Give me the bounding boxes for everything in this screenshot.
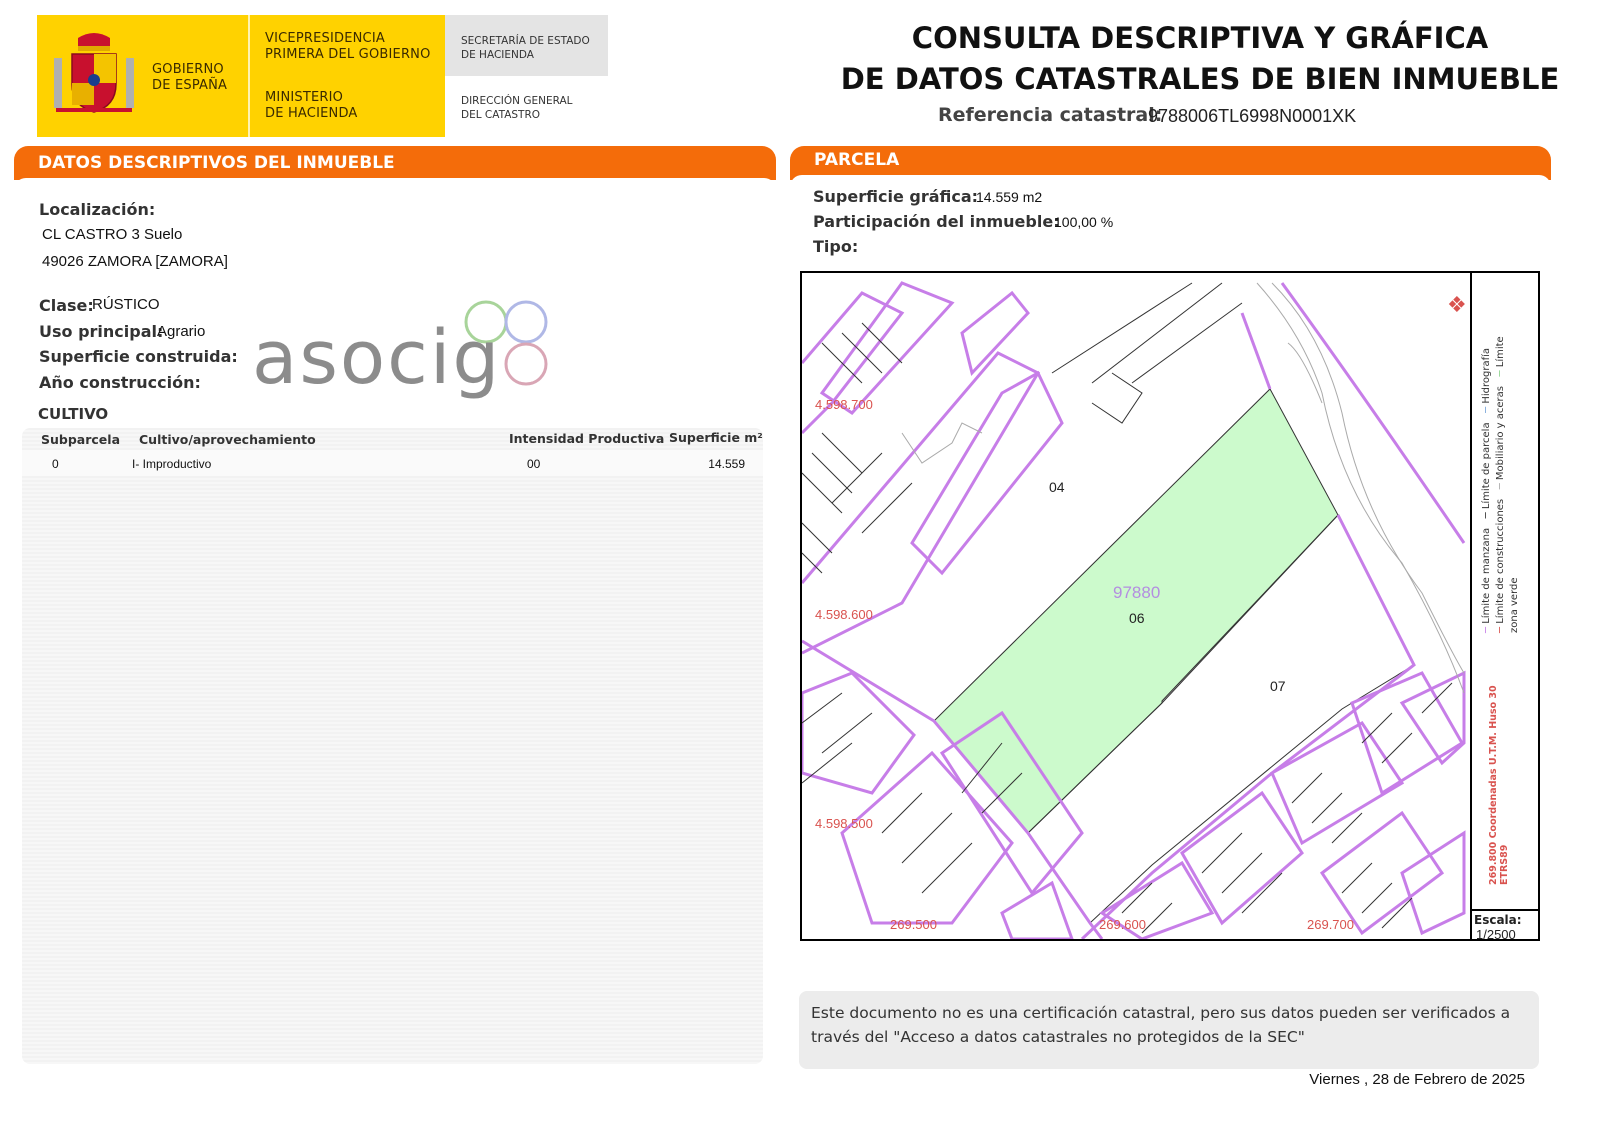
- parcela-header-cap: [790, 175, 1551, 187]
- participacion-label: Participación del inmueble:: [813, 212, 1060, 231]
- ministerio-text: [265, 90, 358, 122]
- superficie-construida-label: Superficie construida:: [39, 347, 238, 366]
- secretaria-line1: SECRETARÍA DE ESTADO: [461, 35, 590, 47]
- gobierno-line1: GOBIERNO: [152, 62, 224, 77]
- scale-value: 1/2500: [1476, 927, 1516, 941]
- gobierno-text: [152, 62, 227, 94]
- north-arrow-icon: ❖: [1447, 293, 1467, 318]
- title-line1: CONSULTA DESCRIPTIVA Y GRÁFICA: [911, 21, 1489, 55]
- gobierno-line2: DE ESPAÑA: [152, 78, 228, 93]
- utm-label: 269.800 Coordenadas U.T.M. Huso 30 ETRS89: [1488, 685, 1510, 885]
- refcat-label: Referencia catastral:: [938, 104, 1163, 126]
- cadastral-map: [800, 271, 1540, 941]
- scale-label: Escala:: [1474, 913, 1522, 927]
- subparcel-04-label: 04: [1049, 479, 1065, 495]
- uso-label: Uso principal:: [39, 322, 164, 341]
- legend: ─ Límite de manzana ─ Límite de parcela ─ Hidrografía ─ Límite de construcciones ─ Mobiliario y aceras ─ Límite zona verde: [1481, 336, 1520, 633]
- col-header-intensidad: Intensidad Productiva: [509, 431, 665, 446]
- clase-label: Clase:: [39, 296, 94, 315]
- scale-divider: [1470, 909, 1538, 911]
- descriptivos-title: DATOS DESCRIPTIVOS DEL INMUEBLE: [38, 153, 395, 173]
- col-header-cultivo: Cultivo/aprovechamiento: [139, 432, 316, 447]
- refcat-value: 9788006TL6998N0001XK: [1148, 106, 1357, 126]
- col-header-subparcela: Subparcela: [41, 432, 121, 447]
- descriptivos-header: [14, 146, 776, 180]
- localizacion-label: Localización:: [39, 200, 156, 219]
- direccion-text: [461, 94, 573, 122]
- cell-subparcela: 0: [52, 457, 59, 471]
- legend-zona-verde: Límite zona verde: [1495, 336, 1520, 633]
- map-drawing: [802, 273, 1538, 939]
- localizacion-line2: 49026 ZAMORA [ZAMORA]: [42, 253, 228, 270]
- coord-y-2: 4.598.600: [815, 607, 873, 622]
- legend-mobiliario: Mobiliario y aceras: [1495, 386, 1506, 481]
- superficie-grafica-label: Superficie gráfica:: [813, 187, 979, 206]
- cell-cultivo: I- Improductivo: [132, 457, 212, 471]
- coord-x-1: 269.500: [890, 917, 937, 932]
- coord-y-3: 4.598.500: [815, 816, 873, 831]
- coat-of-arms-icon: [48, 28, 140, 120]
- clase-value: RÚSTICO: [92, 296, 160, 313]
- legend-parcela: Límite de parcela: [1481, 422, 1492, 510]
- uso-value: Agrario: [157, 323, 206, 340]
- legend-manzana: Límite de manzana: [1481, 527, 1492, 624]
- coord-x-3: 269.700: [1307, 917, 1354, 932]
- direccion-line2: DEL CATASTRO: [461, 109, 541, 121]
- cell-intensidad: 00: [527, 457, 541, 471]
- title-line2: DE DATOS CATASTRALES DE BIEN INMUEBLE: [840, 62, 1560, 96]
- superficie-grafica-value: 14.559 m2: [976, 189, 1043, 205]
- parcel-id-label: 97880: [1113, 583, 1161, 602]
- disclaimer-text: Este documento no es una certificación catastral, pero sus datos pueden ser verificados a través del "Acceso a datos catastrales no protegidos de la SEC": [811, 1004, 1511, 1046]
- cultivo-title: CULTIVO: [38, 405, 109, 423]
- descriptivos-header-cap: [14, 178, 776, 190]
- parcela-title: PARCELA: [814, 150, 900, 170]
- direccion-line1: DIRECCIÓN GENERAL: [461, 95, 573, 107]
- subparcel-07-label: 07: [1270, 678, 1286, 694]
- legend-construcciones: Límite de construcciones: [1495, 498, 1506, 624]
- vicepresidencia-line1: VICEPRESIDENCIA: [265, 31, 385, 46]
- cultivo-table: [22, 428, 763, 1064]
- anio-construccion-label: Año construcción:: [39, 373, 201, 392]
- secretaria-text: [461, 34, 590, 62]
- legend-hidrografia: Hidrografía: [1481, 347, 1492, 404]
- legend-divider: [1470, 273, 1472, 939]
- participacion-value: 100,00 %: [1054, 214, 1114, 230]
- vicepresidencia-text: [265, 31, 431, 63]
- page-title: [840, 18, 1560, 100]
- ministerio-line2: DE HACIENDA: [265, 106, 358, 121]
- watermark-text: asocig: [252, 315, 502, 401]
- ministerio-line1: MINISTERIO: [265, 90, 344, 105]
- vicepresidencia-line2: PRIMERA DEL GOBIERNO: [265, 47, 431, 62]
- secretaria-line2: DE HACIENDA: [461, 49, 534, 61]
- cell-superficie: 14.559: [708, 457, 745, 471]
- document-date: Viernes , 28 de Febrero de 2025: [1309, 1071, 1525, 1088]
- logo-divider: [248, 15, 250, 137]
- coord-x-2: 269.600: [1099, 917, 1146, 932]
- tipo-label: Tipo:: [813, 237, 859, 256]
- coord-y-1: 4.598.700: [815, 397, 873, 412]
- localizacion-line1: CL CASTRO 3 Suelo: [42, 226, 183, 243]
- subparcel-06-label: 06: [1129, 610, 1145, 626]
- col-header-superficie: Superficie m²: [669, 430, 763, 445]
